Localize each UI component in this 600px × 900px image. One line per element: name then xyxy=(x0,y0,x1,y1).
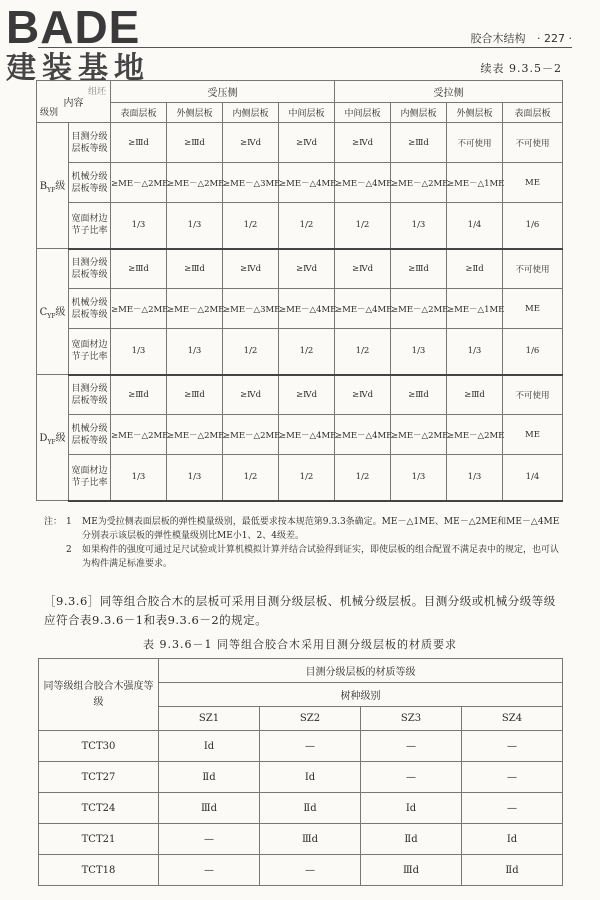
value-cell: ≥Ⅳd xyxy=(279,123,335,163)
value-cell: ≥Ⅲd xyxy=(111,375,167,415)
value-cell: 1/6 xyxy=(503,329,563,375)
ratio-row xyxy=(37,329,563,375)
grade-cell: — xyxy=(462,731,563,762)
strength-grade: TCT30 xyxy=(39,731,159,762)
strength-grade: TCT21 xyxy=(39,824,159,855)
grade-cell: Ⅱd xyxy=(159,762,260,793)
grade-row xyxy=(39,762,563,793)
table1-group-header-row xyxy=(37,81,563,103)
value-cell: 1/3 xyxy=(447,455,503,501)
grade-cell: — xyxy=(260,855,361,886)
content-label: 内容 xyxy=(63,98,84,109)
species-header: SZ1 xyxy=(159,707,260,731)
column-header: 外侧层板 xyxy=(447,103,503,123)
value-cell: ≥Ⅳd xyxy=(223,249,279,289)
value-cell: ≥Ⅲd xyxy=(167,123,223,163)
column-header: 表面层板 xyxy=(503,103,563,123)
grade-cell: — xyxy=(462,762,563,793)
class-suffix: 级 xyxy=(55,307,66,318)
species-class-header: 树种级别 xyxy=(159,683,563,707)
value-cell: ≥Ⅲd xyxy=(447,375,503,415)
grade-row xyxy=(37,249,563,289)
value-cell: ≥ME－△1ME xyxy=(447,289,503,329)
value-cell: ME xyxy=(503,415,563,455)
value-cell: ≥Ⅱd xyxy=(447,249,503,289)
value-cell: 1/4 xyxy=(503,455,563,501)
value-cell: ≥ME－△4ME xyxy=(279,163,335,203)
clause-9-3-6-text: ［9.3.6］同等组合胶合木的层板可采用目测分级层板、机械分级层板。目测分级或机械分级等级应符合表9.3.6－1和表9.3.6－2的规定。 xyxy=(44,594,556,627)
value-cell: ≥Ⅳd xyxy=(279,375,335,415)
table1-corner xyxy=(37,81,111,123)
column-header: 中间层板 xyxy=(279,103,335,123)
value-cell: 1/2 xyxy=(335,203,391,249)
value-cell: 1/4 xyxy=(447,203,503,249)
value-cell: 1/3 xyxy=(111,203,167,249)
value-cell: ≥Ⅲd xyxy=(391,375,447,415)
strength-grade: TCT27 xyxy=(39,762,159,793)
grade-cell: Ⅲd xyxy=(159,793,260,824)
grade-row xyxy=(39,731,563,762)
table1-notes xyxy=(44,515,564,571)
value-cell: ≥Ⅳd xyxy=(223,123,279,163)
logo-wordmark: BADE xyxy=(6,1,141,53)
class-subscript: YF xyxy=(47,439,56,446)
row-label: 宽面材边节子比率 xyxy=(69,203,111,249)
value-cell: 1/3 xyxy=(391,329,447,375)
class-suffix: 级 xyxy=(55,181,66,192)
value-cell: ≥Ⅲd xyxy=(111,123,167,163)
grade-cell: — xyxy=(159,855,260,886)
grade-cell: Ⅰd xyxy=(361,793,462,824)
value-cell: ≥ME－△2ME xyxy=(447,415,503,455)
grade-cell: Ⅱd xyxy=(260,793,361,824)
page-number: · 227 · xyxy=(537,32,572,45)
species-header: SZ3 xyxy=(361,707,462,731)
tension-side-header: 受拉侧 xyxy=(335,81,563,103)
strength-grade: TCT24 xyxy=(39,793,159,824)
grade-cell: Ⅲd xyxy=(260,824,361,855)
value-cell: 1/2 xyxy=(335,329,391,375)
value-cell: ≥ME－△2ME xyxy=(111,163,167,203)
value-cell: ≥Ⅲd xyxy=(391,249,447,289)
grade-row xyxy=(39,793,563,824)
row-label: 宽面材边节子比率 xyxy=(69,455,111,501)
grade-row xyxy=(37,123,563,163)
mech-row xyxy=(37,415,563,455)
grade-cell: Ⅲd xyxy=(361,855,462,886)
value-cell: ≥ME－△2ME xyxy=(391,163,447,203)
note-number: 2 xyxy=(66,545,72,555)
header-divider xyxy=(38,47,572,48)
row-label: 目测分级层板等级 xyxy=(69,375,111,415)
grade-row xyxy=(39,855,563,886)
value-cell: ≥ME－△1ME xyxy=(447,163,503,203)
column-header: 外侧层板 xyxy=(167,103,223,123)
ratio-row xyxy=(37,203,563,249)
table2-header-row xyxy=(39,659,563,683)
column-header: 表面层板 xyxy=(111,103,167,123)
grade-row xyxy=(37,375,563,415)
species-header: SZ2 xyxy=(260,707,361,731)
grade-cell: — xyxy=(361,731,462,762)
value-cell: 1/2 xyxy=(335,455,391,501)
grade-cell: — xyxy=(159,824,260,855)
value-cell: 不可使用 xyxy=(503,123,563,163)
row-label: 宽面材边节子比率 xyxy=(69,329,111,375)
grade-cell: Ⅱd xyxy=(462,855,563,886)
value-cell: ≥ME－△4ME xyxy=(335,163,391,203)
class-label xyxy=(37,375,69,501)
note-item xyxy=(44,543,564,571)
value-cell: ≥ME－△4ME xyxy=(279,415,335,455)
value-cell: 1/2 xyxy=(279,203,335,249)
row-label: 机械分级层板等级 xyxy=(69,289,111,329)
value-cell: ≥ME－△2ME xyxy=(111,289,167,329)
value-cell: ≥Ⅳd xyxy=(335,375,391,415)
column-header: 内侧层板 xyxy=(223,103,279,123)
ratio-row xyxy=(37,455,563,501)
corner-label-bottom: 级别 xyxy=(40,108,59,118)
material-grade-header: 目测分级层板的材质等级 xyxy=(159,659,563,683)
column-header: 中间层板 xyxy=(335,103,391,123)
corner-label-top: 组坯 xyxy=(87,87,106,97)
species-header: SZ4 xyxy=(462,707,563,731)
value-cell: 1/3 xyxy=(111,455,167,501)
column-header: 内侧层板 xyxy=(391,103,447,123)
value-cell: ≥ME－△2ME xyxy=(167,289,223,329)
chapter-title: 胶合木结构 xyxy=(470,32,526,45)
class-label xyxy=(37,249,69,375)
note-text: ME为受拉侧表面层板的弹性模量级别，最低要求按本规范第9.3.3条确定。ME－△1ME、ME－△2ME和ME－△4ME分别表示该层板的弹性模量级别比ME小1、2、4级差。 xyxy=(82,517,560,541)
value-cell: ≥ME－△2ME xyxy=(391,289,447,329)
row-label: 目测分级层板等级 xyxy=(69,249,111,289)
table1-column-header-row xyxy=(37,103,563,123)
class-subscript: YF xyxy=(47,313,56,320)
class-label xyxy=(37,123,69,249)
class-subscript: YF xyxy=(47,187,56,194)
value-cell: 1/2 xyxy=(223,329,279,375)
value-cell: 不可使用 xyxy=(447,123,503,163)
table2-corner-label: 同等级组合胶合木强度等级 xyxy=(39,659,159,731)
value-cell: 1/3 xyxy=(447,329,503,375)
bade-logo xyxy=(6,1,186,86)
value-cell: 1/3 xyxy=(391,455,447,501)
value-cell: ≥ME－△4ME xyxy=(335,415,391,455)
grade-cell: Ⅰd xyxy=(462,824,563,855)
value-cell: ME xyxy=(503,163,563,203)
grade-cell: — xyxy=(462,793,563,824)
grade-cell: Ⅰd xyxy=(260,762,361,793)
row-label: 机械分级层板等级 xyxy=(69,163,111,203)
class-name: D xyxy=(39,433,48,444)
row-label: 目测分级层板等级 xyxy=(69,123,111,163)
class-name: C xyxy=(39,307,48,318)
table1-caption: 续表 9.3.5－2 xyxy=(480,62,562,75)
note-text: 如果构件的强度可通过足尺试验或计算机模拟计算并结合试验得到证实，即使层板的组合配置不满足表中的规定，也可认为构件满足标准要求。 xyxy=(82,545,560,569)
value-cell: ≥ME－△2ME xyxy=(223,415,279,455)
logo-subtitle: 建装基地 xyxy=(6,51,150,86)
visual-grading-table xyxy=(38,658,563,886)
notes-lead: 注： xyxy=(44,517,63,527)
value-cell: ≥Ⅳd xyxy=(223,375,279,415)
value-cell: 1/6 xyxy=(503,203,563,249)
value-cell: ≥ME－△3ME xyxy=(223,289,279,329)
value-cell: ≥ME－△2ME xyxy=(391,415,447,455)
grade-cell: — xyxy=(361,762,462,793)
table2-caption: 表 9.3.6－1 同等组合胶合木采用目测分级层板的材质要求 xyxy=(143,638,457,651)
value-cell: ≥ME－△4ME xyxy=(279,289,335,329)
value-cell: 1/3 xyxy=(167,203,223,249)
mech-row xyxy=(37,163,563,203)
grade-cell: Ⅰd xyxy=(159,731,260,762)
value-cell: 1/3 xyxy=(167,455,223,501)
value-cell: ≥ME－△4ME xyxy=(335,289,391,329)
value-cell: 1/2 xyxy=(223,203,279,249)
value-cell: ≥ME－△2ME xyxy=(167,163,223,203)
value-cell: 1/3 xyxy=(111,329,167,375)
value-cell: 1/3 xyxy=(391,203,447,249)
compression-side-header: 受压侧 xyxy=(111,81,335,103)
value-cell: ≥Ⅳd xyxy=(335,249,391,289)
value-cell: ≥Ⅲd xyxy=(111,249,167,289)
value-cell: 1/3 xyxy=(167,329,223,375)
value-cell: ≥ME－△2ME xyxy=(111,415,167,455)
value-cell: ≥Ⅲd xyxy=(391,123,447,163)
value-cell: ≥Ⅳd xyxy=(279,249,335,289)
class-suffix: 级 xyxy=(55,433,66,444)
value-cell: 1/2 xyxy=(223,455,279,501)
value-cell: ≥ME－△3ME xyxy=(223,163,279,203)
note-number: 1 xyxy=(66,517,72,527)
grade-row xyxy=(39,824,563,855)
value-cell: ≥Ⅳd xyxy=(335,123,391,163)
value-cell: ≥ME－△2ME xyxy=(167,415,223,455)
grade-cell: — xyxy=(260,731,361,762)
value-cell: 不可使用 xyxy=(503,249,563,289)
grade-cell: Ⅱd xyxy=(361,824,462,855)
value-cell: 不可使用 xyxy=(503,375,563,415)
row-label: 机械分级层板等级 xyxy=(69,415,111,455)
class-name: B xyxy=(39,181,48,192)
value-cell: ME xyxy=(503,289,563,329)
value-cell: ≥Ⅲd xyxy=(167,375,223,415)
value-cell: 1/2 xyxy=(279,455,335,501)
layup-requirements-table xyxy=(36,80,563,502)
mech-row xyxy=(37,289,563,329)
note-item xyxy=(44,515,564,543)
value-cell: ≥Ⅲd xyxy=(167,249,223,289)
value-cell: 1/2 xyxy=(279,329,335,375)
running-header xyxy=(463,30,572,46)
strength-grade: TCT18 xyxy=(39,855,159,886)
